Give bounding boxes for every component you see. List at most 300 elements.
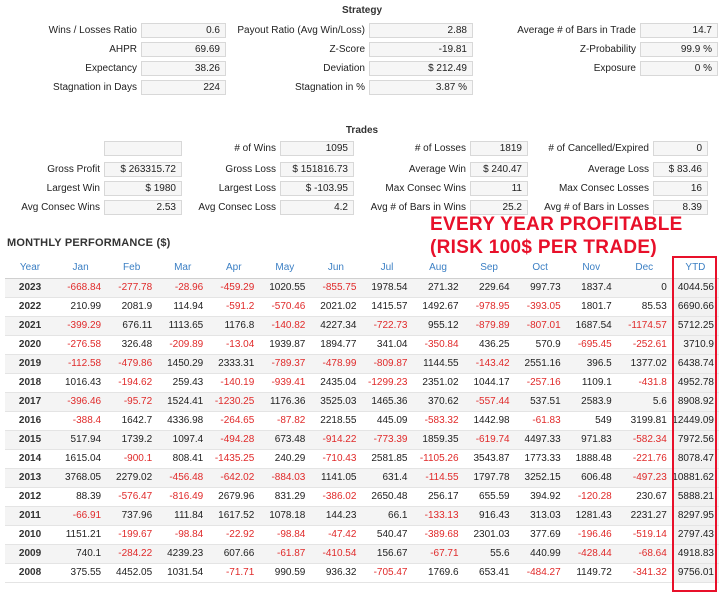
stat-label: Wins / Losses Ratio: [48, 25, 137, 36]
stat-label: Payout Ratio (Avg Win/Loss): [237, 25, 365, 36]
month-cell: 808.41: [157, 449, 208, 468]
month-cell: 1415.57: [361, 297, 412, 316]
stat-value: $ 1980: [104, 181, 182, 196]
stat-value: 224: [141, 80, 226, 95]
month-cell: 1031.54: [157, 563, 208, 582]
month-cell: 156.67: [361, 544, 412, 563]
month-cell: -98.84: [259, 525, 310, 544]
month-cell: -855.75: [310, 278, 361, 297]
month-cell: -252.61: [617, 335, 672, 354]
month-cell: -1174.57: [617, 316, 672, 335]
month-cell: -209.89: [157, 335, 208, 354]
month-cell: 1144.55: [413, 354, 464, 373]
month-cell: 2435.04: [310, 373, 361, 392]
strategy-section-title: Strategy: [341, 5, 382, 16]
column-header-apr[interactable]: Apr: [208, 257, 259, 278]
month-cell: 936.32: [310, 563, 361, 582]
table-row: [5, 278, 719, 297]
month-cell: -591.2: [208, 297, 259, 316]
month-cell: -807.01: [515, 316, 566, 335]
month-cell: 570.9: [515, 335, 566, 354]
month-cell: -112.58: [55, 354, 106, 373]
month-cell: 737.96: [106, 506, 157, 525]
year-cell: 2023: [5, 278, 55, 297]
month-cell: 673.48: [259, 430, 310, 449]
month-cell: 1442.98: [464, 411, 515, 430]
ytd-cell: 12449.09: [672, 411, 719, 430]
month-cell: -939.41: [259, 373, 310, 392]
month-cell: 2218.55: [310, 411, 361, 430]
month-cell: -388.4: [55, 411, 106, 430]
month-cell: -264.65: [208, 411, 259, 430]
stat-label: Avg Consec Loss: [198, 202, 276, 213]
month-cell: -277.78: [106, 278, 157, 297]
month-cell: -695.45: [566, 335, 617, 354]
month-cell: -722.73: [361, 316, 412, 335]
stat-value: 4.2: [280, 200, 354, 215]
stat-value: $ 263315.72: [104, 162, 182, 177]
stat-label: Average Loss: [588, 164, 649, 175]
month-cell: 1837.4: [566, 278, 617, 297]
stat-label: # of Losses: [414, 143, 466, 154]
column-header-jan[interactable]: Jan: [55, 257, 106, 278]
year-cell: 2020: [5, 335, 55, 354]
month-cell: 1894.77: [310, 335, 361, 354]
month-cell: -114.55: [413, 468, 464, 487]
month-cell: 1016.43: [55, 373, 106, 392]
month-cell: -68.64: [617, 544, 672, 563]
month-cell: -668.84: [55, 278, 106, 297]
table-row: [5, 316, 719, 335]
stat-label: Average # of Bars in Trade: [517, 25, 636, 36]
table-row: [5, 392, 719, 411]
month-cell: 2333.31: [208, 354, 259, 373]
month-cell: 88.39: [55, 487, 106, 506]
month-cell: 1097.4: [157, 430, 208, 449]
stat-value: 0.6: [141, 23, 226, 38]
month-cell: 2650.48: [361, 487, 412, 506]
month-cell: -642.02: [208, 468, 259, 487]
month-cell: -914.22: [310, 430, 361, 449]
stat-value: 1095: [280, 141, 354, 156]
month-cell: -196.46: [566, 525, 617, 544]
ytd-cell: 2797.43: [672, 525, 719, 544]
stat-label: Largest Win: [46, 183, 100, 194]
month-cell: 1687.54: [566, 316, 617, 335]
ytd-cell: 8908.92: [672, 392, 719, 411]
month-cell: -386.02: [310, 487, 361, 506]
month-cell: -396.46: [55, 392, 106, 411]
stat-label: Max Consec Losses: [558, 183, 649, 194]
month-cell: -456.48: [157, 468, 208, 487]
stat-label: Max Consec Wins: [385, 183, 466, 194]
year-cell: 2021: [5, 316, 55, 335]
month-cell: 1078.18: [259, 506, 310, 525]
month-cell: 1617.52: [208, 506, 259, 525]
month-cell: 85.53: [617, 297, 672, 316]
year-cell: 2010: [5, 525, 55, 544]
month-cell: 5.6: [617, 392, 672, 411]
ytd-cell: 8297.95: [672, 506, 719, 525]
monthly-performance-title: MONTHLY PERFORMANCE ($): [7, 237, 171, 249]
stat-value: 2.53: [104, 200, 182, 215]
year-cell: 2016: [5, 411, 55, 430]
month-cell: -22.92: [208, 525, 259, 544]
table-row: [5, 563, 719, 582]
month-cell: 1465.36: [361, 392, 412, 411]
month-cell: 4336.98: [157, 411, 208, 430]
monthly-performance-table: [5, 257, 719, 583]
month-cell: -284.22: [106, 544, 157, 563]
month-cell: -67.71: [413, 544, 464, 563]
stat-label: Avg Consec Wins: [21, 202, 100, 213]
year-cell: 2018: [5, 373, 55, 392]
month-cell: -789.37: [259, 354, 310, 373]
month-cell: 1020.55: [259, 278, 310, 297]
month-cell: 377.69: [515, 525, 566, 544]
month-cell: 4239.23: [157, 544, 208, 563]
stat-value: [104, 141, 182, 156]
month-cell: 1642.7: [106, 411, 157, 430]
month-cell: 1978.54: [361, 278, 412, 297]
stat-value: 99.9 %: [640, 42, 718, 57]
month-cell: 3525.03: [310, 392, 361, 411]
month-cell: 606.48: [566, 468, 617, 487]
month-cell: -47.42: [310, 525, 361, 544]
month-cell: -199.67: [106, 525, 157, 544]
stat-value: 11: [470, 181, 528, 196]
month-cell: -710.43: [310, 449, 361, 468]
year-cell: 2022: [5, 297, 55, 316]
table-header: [5, 257, 719, 278]
month-cell: -257.16: [515, 373, 566, 392]
month-cell: 1524.41: [157, 392, 208, 411]
month-cell: -431.8: [617, 373, 672, 392]
month-cell: 549: [566, 411, 617, 430]
month-cell: 1773.33: [515, 449, 566, 468]
stat-label: Deviation: [323, 63, 365, 74]
month-cell: -1299.23: [361, 373, 412, 392]
month-cell: 540.47: [361, 525, 412, 544]
month-cell: 997.73: [515, 278, 566, 297]
month-cell: 0: [617, 278, 672, 297]
month-cell: 3199.81: [617, 411, 672, 430]
stat-value: $ -103.95: [280, 181, 354, 196]
month-cell: 111.84: [157, 506, 208, 525]
column-header-ytd[interactable]: YTD: [672, 257, 719, 278]
table-row: [5, 430, 719, 449]
month-cell: 144.23: [310, 506, 361, 525]
month-cell: 2279.02: [106, 468, 157, 487]
stat-label: # of Wins: [234, 143, 276, 154]
month-cell: 4227.34: [310, 316, 361, 335]
stat-value: $ 240.47: [470, 162, 528, 177]
month-cell: 4452.05: [106, 563, 157, 582]
table-row: [5, 525, 719, 544]
month-cell: -494.28: [208, 430, 259, 449]
month-cell: -61.83: [515, 411, 566, 430]
stat-value: 1819: [470, 141, 528, 156]
trades-section-title: Trades: [345, 125, 379, 136]
month-cell: -497.23: [617, 468, 672, 487]
ytd-cell: 7972.56: [672, 430, 719, 449]
column-header-sep[interactable]: Sep: [464, 257, 515, 278]
table-body: [5, 278, 719, 582]
stat-label: Z-Probability: [579, 44, 636, 55]
month-cell: -582.34: [617, 430, 672, 449]
month-cell: -13.04: [208, 335, 259, 354]
month-cell: 210.99: [55, 297, 106, 316]
column-header-mar[interactable]: Mar: [157, 257, 208, 278]
month-cell: 2021.02: [310, 297, 361, 316]
year-cell: 2011: [5, 506, 55, 525]
month-cell: 230.67: [617, 487, 672, 506]
month-cell: -133.13: [413, 506, 464, 525]
month-cell: 1281.43: [566, 506, 617, 525]
month-cell: 955.12: [413, 316, 464, 335]
overlay-headline: EVERY YEAR PROFITABLE: [430, 214, 683, 235]
month-cell: 1151.21: [55, 525, 106, 544]
stat-value: $ 151816.73: [280, 162, 354, 177]
month-cell: -140.19: [208, 373, 259, 392]
table-row: [5, 544, 719, 563]
month-cell: -389.68: [413, 525, 464, 544]
column-header-oct[interactable]: Oct: [515, 257, 566, 278]
stat-label: Gross Loss: [225, 164, 276, 175]
month-cell: 326.48: [106, 335, 157, 354]
month-cell: -28.96: [157, 278, 208, 297]
month-cell: 240.29: [259, 449, 310, 468]
month-cell: 445.09: [361, 411, 412, 430]
month-cell: 631.4: [361, 468, 412, 487]
stat-value: 16: [653, 181, 708, 196]
month-cell: 1739.2: [106, 430, 157, 449]
month-cell: 3768.05: [55, 468, 106, 487]
month-cell: -341.32: [617, 563, 672, 582]
month-cell: -143.42: [464, 354, 515, 373]
year-cell: 2015: [5, 430, 55, 449]
month-cell: -120.28: [566, 487, 617, 506]
year-cell: 2017: [5, 392, 55, 411]
month-cell: 3543.87: [464, 449, 515, 468]
month-cell: -98.84: [157, 525, 208, 544]
month-cell: 655.59: [464, 487, 515, 506]
month-cell: -71.71: [208, 563, 259, 582]
month-cell: 114.94: [157, 297, 208, 316]
stat-value: 3.87 %: [369, 80, 473, 95]
month-cell: 341.04: [361, 335, 412, 354]
month-cell: -519.14: [617, 525, 672, 544]
ytd-cell: 4952.78: [672, 373, 719, 392]
month-cell: 259.43: [157, 373, 208, 392]
month-cell: 2081.9: [106, 297, 157, 316]
month-cell: 2301.03: [464, 525, 515, 544]
ytd-cell: 10881.62: [672, 468, 719, 487]
month-cell: 394.92: [515, 487, 566, 506]
table-row: [5, 468, 719, 487]
stat-value: 8.39: [653, 200, 708, 215]
column-header-feb[interactable]: Feb: [106, 257, 157, 278]
ytd-cell: 4044.56: [672, 278, 719, 297]
year-cell: 2019: [5, 354, 55, 373]
month-cell: 1939.87: [259, 335, 310, 354]
month-cell: -87.82: [259, 411, 310, 430]
month-cell: -1435.25: [208, 449, 259, 468]
column-header-jul[interactable]: Jul: [361, 257, 412, 278]
month-cell: -1230.25: [208, 392, 259, 411]
month-cell: 2231.27: [617, 506, 672, 525]
month-cell: -879.89: [464, 316, 515, 335]
ytd-cell: 8078.47: [672, 449, 719, 468]
month-cell: -809.87: [361, 354, 412, 373]
stat-label: Z-Score: [329, 44, 365, 55]
month-cell: 2351.02: [413, 373, 464, 392]
year-cell: 2009: [5, 544, 55, 563]
month-cell: -95.72: [106, 392, 157, 411]
month-cell: 440.99: [515, 544, 566, 563]
year-cell: 2008: [5, 563, 55, 582]
month-cell: -576.47: [106, 487, 157, 506]
month-cell: 1044.17: [464, 373, 515, 392]
month-cell: 653.41: [464, 563, 515, 582]
stat-value: 25.2: [470, 200, 528, 215]
month-cell: -350.84: [413, 335, 464, 354]
ytd-cell: 6690.66: [672, 297, 719, 316]
month-cell: 916.43: [464, 506, 515, 525]
table-row: [5, 411, 719, 430]
year-cell: 2012: [5, 487, 55, 506]
year-cell: 2014: [5, 449, 55, 468]
stat-value: 69.69: [141, 42, 226, 57]
month-cell: -557.44: [464, 392, 515, 411]
table-row: [5, 487, 719, 506]
month-cell: 831.29: [259, 487, 310, 506]
stat-label: AHPR: [109, 44, 137, 55]
month-cell: 1492.67: [413, 297, 464, 316]
month-cell: -816.49: [157, 487, 208, 506]
month-cell: 3252.15: [515, 468, 566, 487]
month-cell: 971.83: [566, 430, 617, 449]
month-cell: 1109.1: [566, 373, 617, 392]
stat-value: 2.88: [369, 23, 473, 38]
month-cell: 1141.05: [310, 468, 361, 487]
month-cell: 1859.35: [413, 430, 464, 449]
stat-label: Largest Loss: [218, 183, 276, 194]
overlay-subheadline: (RISK 100$ PER TRADE): [430, 237, 657, 258]
stat-value: 0 %: [640, 61, 718, 76]
stat-value: 14.7: [640, 23, 718, 38]
month-cell: -428.44: [566, 544, 617, 563]
month-cell: 990.59: [259, 563, 310, 582]
month-cell: 1377.02: [617, 354, 672, 373]
month-cell: 256.17: [413, 487, 464, 506]
month-cell: 2551.16: [515, 354, 566, 373]
month-cell: 1769.6: [413, 563, 464, 582]
stat-label: Expectancy: [85, 63, 137, 74]
month-cell: 537.51: [515, 392, 566, 411]
stat-label: Gross Profit: [47, 164, 100, 175]
month-cell: -66.91: [55, 506, 106, 525]
month-cell: 313.03: [515, 506, 566, 525]
month-cell: -484.27: [515, 563, 566, 582]
month-cell: 1176.36: [259, 392, 310, 411]
month-cell: 229.64: [464, 278, 515, 297]
month-cell: -1105.26: [413, 449, 464, 468]
ytd-cell: 3710.9: [672, 335, 719, 354]
month-cell: -884.03: [259, 468, 310, 487]
month-cell: -410.54: [310, 544, 361, 563]
table-row: [5, 506, 719, 525]
month-cell: 1113.65: [157, 316, 208, 335]
month-cell: -61.87: [259, 544, 310, 563]
month-cell: 2581.85: [361, 449, 412, 468]
stat-label: Exposure: [593, 63, 636, 74]
table-row: [5, 297, 719, 316]
month-cell: -773.39: [361, 430, 412, 449]
month-cell: 66.1: [361, 506, 412, 525]
month-cell: 396.5: [566, 354, 617, 373]
month-cell: 740.1: [55, 544, 106, 563]
month-cell: -221.76: [617, 449, 672, 468]
column-header-dec[interactable]: Dec: [617, 257, 672, 278]
table-row: [5, 373, 719, 392]
month-cell: 607.66: [208, 544, 259, 563]
month-cell: 271.32: [413, 278, 464, 297]
month-cell: 4497.33: [515, 430, 566, 449]
month-cell: -399.29: [55, 316, 106, 335]
ytd-cell: 5712.25: [672, 316, 719, 335]
month-cell: 676.11: [106, 316, 157, 335]
month-cell: -276.58: [55, 335, 106, 354]
column-header-aug[interactable]: Aug: [413, 257, 464, 278]
stat-label: Stagnation in %: [294, 82, 365, 93]
column-header-may[interactable]: May: [259, 257, 310, 278]
year-cell: 2013: [5, 468, 55, 487]
stat-value: 38.26: [141, 61, 226, 76]
month-cell: 1797.78: [464, 468, 515, 487]
month-cell: 436.25: [464, 335, 515, 354]
stat-label: Avg # of Bars in Wins: [370, 202, 466, 213]
month-cell: -583.32: [413, 411, 464, 430]
month-cell: -900.1: [106, 449, 157, 468]
month-cell: 1615.04: [55, 449, 106, 468]
table-row: [5, 354, 719, 373]
month-cell: -705.47: [361, 563, 412, 582]
month-cell: 375.55: [55, 563, 106, 582]
month-cell: -479.86: [106, 354, 157, 373]
month-cell: 1450.29: [157, 354, 208, 373]
month-cell: -140.82: [259, 316, 310, 335]
month-cell: 2679.96: [208, 487, 259, 506]
month-cell: -978.95: [464, 297, 515, 316]
month-cell: -478.99: [310, 354, 361, 373]
column-header-year[interactable]: Year: [5, 257, 55, 278]
column-header-nov[interactable]: Nov: [566, 257, 617, 278]
month-cell: -570.46: [259, 297, 310, 316]
month-cell: 1176.8: [208, 316, 259, 335]
month-cell: 2583.9: [566, 392, 617, 411]
column-header-jun[interactable]: Jun: [310, 257, 361, 278]
stat-value: $ 212.49: [369, 61, 473, 76]
month-cell: 1801.7: [566, 297, 617, 316]
month-cell: -619.74: [464, 430, 515, 449]
month-cell: 517.94: [55, 430, 106, 449]
month-cell: 370.62: [413, 392, 464, 411]
stat-label: Stagnation in Days: [53, 82, 137, 93]
stat-label: Avg # of Bars in Losses: [544, 202, 649, 213]
month-cell: -459.29: [208, 278, 259, 297]
month-cell: -393.05: [515, 297, 566, 316]
